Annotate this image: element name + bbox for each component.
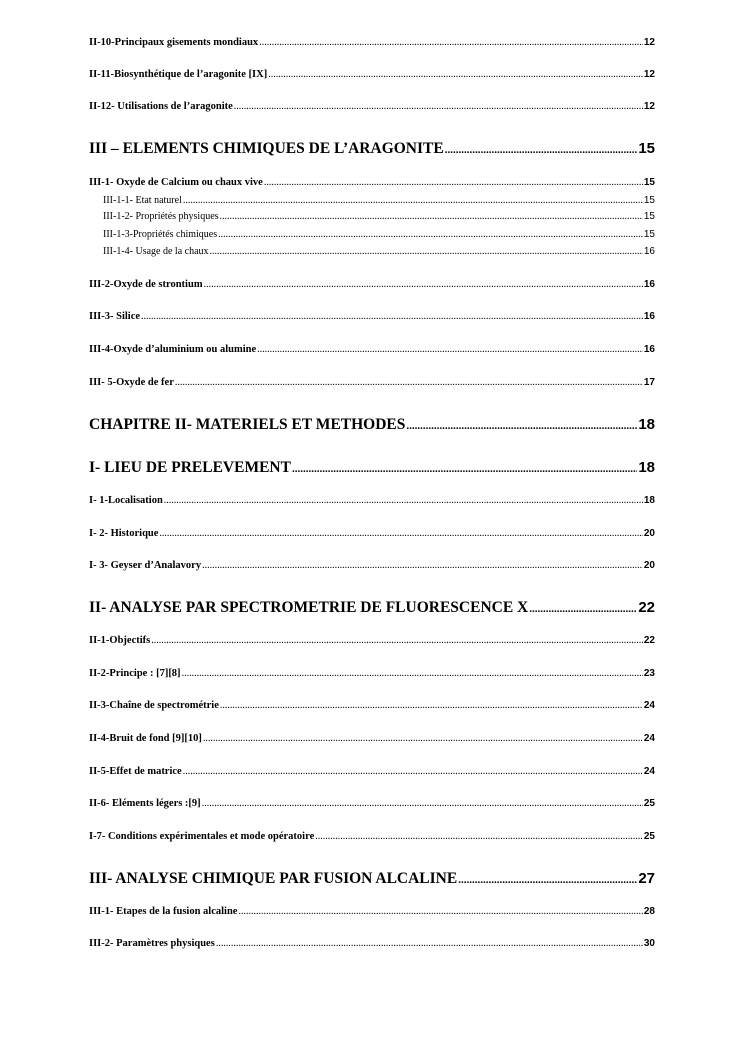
toc-entry-label: CHAPITRE II- MATERIELS ET METHODES [89,416,406,433]
dot-leader [141,311,643,322]
toc-entry[interactable] [89,635,655,646]
dot-leader [202,798,643,809]
toc-entry-label: III-1-2- Propriétés physiques [103,211,219,222]
toc-entry-page: 15 [643,195,655,206]
toc-entry-page: 22 [638,599,655,616]
toc-entry[interactable] [103,211,655,222]
toc-entry-label: III – ELEMENTS CHIMIQUES DE L’ARAGONITE [89,140,444,157]
toc-entry-label: III-1-3-Propriétés chimiques [103,229,218,240]
toc-entry-page: 16 [643,279,655,290]
toc-entry[interactable] [89,311,655,322]
toc-entry[interactable] [89,906,655,917]
toc-entry-label: III- ANALYSE CHIMIQUE PAR FUSION ALCALINE [89,870,458,887]
dot-leader [202,560,643,571]
toc-entry[interactable] [103,229,655,240]
dot-leader [175,377,643,388]
toc-entry[interactable] [89,528,655,539]
dot-leader [164,495,643,506]
dot-leader [445,144,638,156]
dot-leader [182,668,643,679]
toc-entry-label: III- 5-Oxyde de fer [89,377,174,388]
toc-entry-label: II-11-Biosynthétique de l’aragonite [IX] [89,69,268,80]
toc-entry-label: III-2- Paramètres physiques [89,938,215,949]
toc-entry-page: 15 [643,177,655,188]
toc-entry-page: 28 [643,906,655,917]
toc-entry-page: 16 [643,344,655,355]
toc-entry-page: 15 [643,229,655,240]
dot-leader [259,37,643,48]
toc-entry-page: 25 [643,831,655,842]
toc-entry-page: 30 [643,938,655,949]
toc-entry-page: 24 [643,733,655,744]
toc-entry-label: III-4-Oxyde d’aluminium ou alumine [89,344,257,355]
toc-entry-label: III-1-4- Usage de la chaux [103,246,209,257]
toc-entry[interactable] [89,733,655,744]
toc-entry-page: 18 [638,416,655,433]
toc-entry[interactable] [89,700,655,711]
toc-entry-page: 16 [643,246,655,257]
dot-leader [203,733,643,744]
toc-entry-page: 12 [643,101,655,112]
dot-leader [257,344,643,355]
toc-entry[interactable] [89,766,655,777]
dot-leader [529,603,637,615]
toc-entry-page: 18 [643,495,655,506]
toc-entry-label: III-2-Oxyde de strontium [89,279,203,290]
dot-leader [204,279,643,290]
dot-leader [151,635,643,646]
dot-leader [159,528,642,539]
dot-leader [220,211,643,222]
toc-entry-page: 20 [643,560,655,571]
toc-entry[interactable] [89,938,655,949]
toc-entry-label: III-1- Etapes de la fusion alcaline [89,906,238,917]
toc-entry[interactable] [89,416,655,434]
toc-entry[interactable] [89,599,655,617]
dot-leader [268,69,643,80]
toc-entry-label: II-10-Principaux gisements mondiaux [89,37,259,48]
toc-entry[interactable] [89,279,655,290]
toc-entry-label: III-1-1- Etat naturel [103,195,182,206]
toc-entry[interactable] [89,69,655,80]
toc-entry-page: 22 [643,635,655,646]
toc-entry[interactable] [89,668,655,679]
toc-entry-page: 25 [643,798,655,809]
dot-leader [315,831,643,842]
dot-leader [218,229,643,240]
dot-leader [183,195,643,206]
toc-entry-label: II- ANALYSE PAR SPECTROMETRIE DE FLUORESCENCE X [89,599,529,616]
toc-entry-label: II-4-Bruit de fond [9][10] [89,733,202,744]
toc-entry[interactable] [89,831,655,842]
toc-entry-page: 12 [643,69,655,80]
toc-entry-page: 16 [643,311,655,322]
toc-entry[interactable] [89,560,655,571]
toc-entry-label: II-6- Eléments légers :[9] [89,798,201,809]
toc-entry-label: II-12- Utilisations de l’aragonite [89,101,233,112]
toc-entry-label: III-3- Silice [89,311,141,322]
toc-entry-label: I- 1-Localisation [89,495,163,506]
toc-entry-page: 23 [643,668,655,679]
toc-entry-label: I- 3- Geyser d’Analavory [89,560,202,571]
dot-leader [406,420,637,432]
dot-leader [216,938,643,949]
toc-entry-page: 17 [643,377,655,388]
toc-entry-page: 15 [643,211,655,222]
toc-entry-page: 27 [638,870,655,887]
toc-entry-page: 24 [643,700,655,711]
toc-entry-label: I-7- Conditions expérimentales et mode opératoire [89,831,315,842]
toc-entry-label: II-3-Chaîne de spectrométrie [89,700,219,711]
toc-entry-page: 15 [638,140,655,157]
dot-leader [264,177,643,188]
toc-entry-page: 24 [643,766,655,777]
toc-entry[interactable] [89,459,655,477]
toc-entry-page: 12 [643,37,655,48]
toc-entry-label: II-2-Principe : [7][8] [89,668,181,679]
toc-entry[interactable] [89,37,655,48]
toc-entry[interactable] [89,798,655,809]
toc-entry-label: I- 2- Historique [89,528,159,539]
toc-entry[interactable] [89,495,655,506]
toc-entry-label: II-1-Objectifs [89,635,151,646]
toc-entry-label: II-5-Effet de matrice [89,766,182,777]
dot-leader [220,700,643,711]
toc-entry[interactable] [89,377,655,388]
toc-entry[interactable] [103,246,655,257]
toc-entry[interactable] [103,195,655,206]
toc-entry[interactable] [89,101,655,112]
dot-leader [238,906,642,917]
toc-entry[interactable] [89,344,655,355]
toc-entry-page: 18 [638,459,655,476]
toc-entry-label: I- LIEU DE PRELEVEMENT [89,459,291,476]
toc-entry[interactable] [89,870,655,888]
dot-leader [458,874,637,886]
dot-leader [234,101,643,112]
toc-entry[interactable] [89,177,655,188]
toc-entry-page: 20 [643,528,655,539]
dot-leader [183,766,643,777]
toc-entry[interactable] [89,140,655,158]
dot-leader [292,463,637,475]
dot-leader [210,246,643,257]
toc-entry-label: III-1- Oxyde de Calcium ou chaux vive [89,177,263,188]
